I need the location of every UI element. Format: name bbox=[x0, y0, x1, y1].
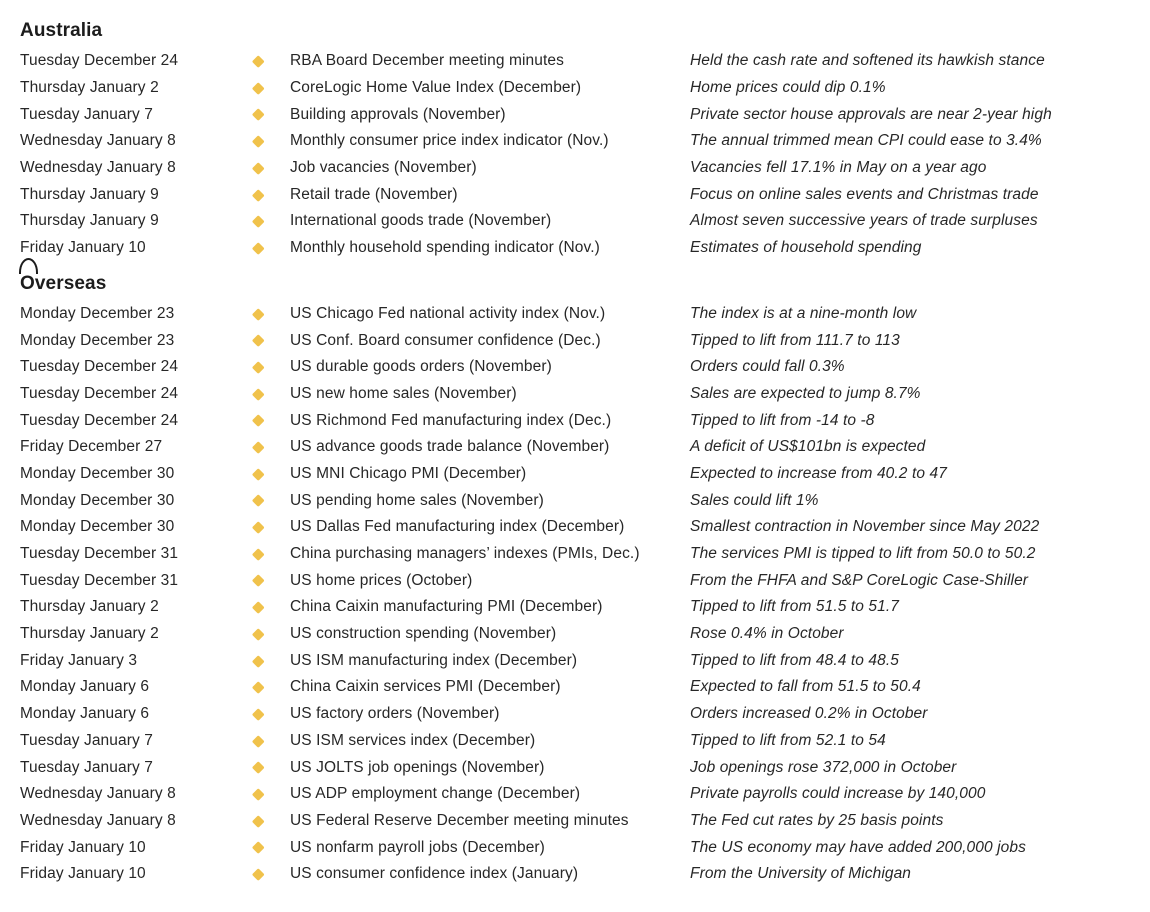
bullet-cell bbox=[250, 443, 290, 452]
bullet-cell bbox=[250, 870, 290, 879]
diamond-bullet-icon bbox=[252, 708, 264, 720]
bullet-cell bbox=[250, 843, 290, 852]
event-row bbox=[20, 487, 1150, 514]
event-row bbox=[20, 514, 1150, 541]
diamond-bullet-icon bbox=[252, 495, 264, 507]
event-note: The index is at a nine-month low bbox=[690, 304, 917, 322]
diamond-bullet-icon bbox=[252, 335, 264, 347]
event-date: Monday January 6 bbox=[20, 678, 150, 696]
diamond-bullet-icon bbox=[252, 735, 264, 747]
diamond-bullet-icon bbox=[252, 468, 264, 480]
event-note: Private sector house approvals are near 2-year high bbox=[690, 105, 1052, 123]
bullet-cell bbox=[250, 416, 290, 425]
event-date: Friday December 27 bbox=[20, 438, 163, 456]
event-date: Monday December 30 bbox=[20, 491, 175, 509]
event-row bbox=[20, 808, 1150, 835]
event-row bbox=[20, 101, 1150, 128]
event-row bbox=[20, 701, 1150, 728]
event-note: Sales could lift 1% bbox=[690, 491, 819, 509]
event-date: Tuesday January 7 bbox=[20, 105, 153, 123]
event-date: Friday January 10 bbox=[20, 838, 146, 856]
event-row bbox=[20, 461, 1150, 488]
event-title: CoreLogic Home Value Index (December) bbox=[290, 79, 582, 97]
event-title: Building approvals (November) bbox=[290, 105, 506, 123]
section-title-wrap bbox=[20, 13, 1150, 43]
event-title: US pending home sales (November) bbox=[290, 491, 544, 509]
event-date: Monday December 30 bbox=[20, 518, 175, 536]
event-row bbox=[20, 181, 1150, 208]
diamond-bullet-icon bbox=[252, 415, 264, 427]
event-row bbox=[20, 647, 1150, 674]
section-rows bbox=[20, 301, 1150, 888]
diamond-bullet-icon bbox=[252, 162, 264, 174]
event-row bbox=[20, 754, 1150, 781]
event-date: Wednesday January 8 bbox=[20, 159, 176, 177]
bullet-cell bbox=[250, 363, 290, 372]
event-title: China purchasing managers’ indexes (PMIs, Dec.) bbox=[290, 545, 640, 563]
event-note: Tipped to lift from 51.5 to 51.7 bbox=[690, 598, 899, 616]
diamond-bullet-icon bbox=[252, 842, 264, 854]
diamond-bullet-icon bbox=[252, 308, 264, 320]
diamond-bullet-icon bbox=[252, 601, 264, 613]
calendar-section bbox=[20, 13, 1150, 262]
bullet-cell bbox=[250, 336, 290, 345]
event-note: Smallest contraction in November since May 2022 bbox=[690, 518, 1040, 536]
bullet-cell bbox=[250, 191, 290, 200]
event-title: US Richmond Fed manufacturing index (Dec.) bbox=[290, 411, 612, 429]
event-row bbox=[20, 48, 1150, 75]
event-note: Rose 0.4% in October bbox=[690, 625, 844, 643]
event-row bbox=[20, 208, 1150, 235]
diamond-bullet-icon bbox=[252, 868, 264, 880]
bullet-cell bbox=[250, 496, 290, 505]
event-title: Job vacancies (November) bbox=[290, 159, 477, 177]
event-note: Orders increased 0.2% in October bbox=[690, 705, 928, 723]
event-date: Monday January 6 bbox=[20, 705, 150, 723]
diamond-bullet-icon bbox=[252, 135, 264, 147]
diamond-bullet-icon bbox=[252, 575, 264, 587]
event-note: From the University of Michigan bbox=[690, 865, 912, 883]
diamond-bullet-icon bbox=[252, 681, 264, 693]
bullet-cell bbox=[250, 390, 290, 399]
event-row bbox=[20, 728, 1150, 755]
diamond-bullet-icon bbox=[252, 815, 264, 827]
event-date: Wednesday January 8 bbox=[20, 811, 176, 829]
event-row bbox=[20, 354, 1150, 381]
event-date: Tuesday December 24 bbox=[20, 52, 179, 70]
event-note: Tipped to lift from 52.1 to 54 bbox=[690, 731, 886, 749]
event-title: International goods trade (November) bbox=[290, 212, 552, 230]
diamond-bullet-icon bbox=[252, 762, 264, 774]
event-row bbox=[20, 301, 1150, 328]
event-note: Vacancies fell 17.1% in May on a year ago bbox=[690, 159, 987, 177]
event-row bbox=[20, 155, 1150, 182]
diamond-bullet-icon bbox=[252, 215, 264, 227]
event-date: Tuesday January 7 bbox=[20, 758, 153, 776]
event-title: RBA Board December meeting minutes bbox=[290, 52, 564, 70]
bullet-cell bbox=[250, 763, 290, 772]
section-title: Overseas bbox=[20, 272, 107, 294]
diamond-bullet-icon bbox=[252, 521, 264, 533]
bullet-cell bbox=[250, 817, 290, 826]
event-note: The services PMI is tipped to lift from 50.0 to 50.2 bbox=[690, 545, 1036, 563]
diamond-bullet-icon bbox=[252, 82, 264, 94]
event-note: A deficit of US$101bn is expected bbox=[690, 438, 926, 456]
bullet-cell bbox=[250, 630, 290, 639]
event-row bbox=[20, 541, 1150, 568]
bullet-cell bbox=[250, 137, 290, 146]
event-title: US ADP employment change (December) bbox=[290, 785, 581, 803]
event-note: The Fed cut rates by 25 basis points bbox=[690, 811, 944, 829]
event-note: Almost seven successive years of trade surpluses bbox=[690, 212, 1038, 230]
bullet-cell bbox=[250, 110, 290, 119]
event-row bbox=[20, 407, 1150, 434]
event-date: Friday January 10 bbox=[20, 865, 146, 883]
bullet-cell bbox=[250, 550, 290, 559]
bullet-cell bbox=[250, 57, 290, 66]
event-title: US Federal Reserve December meeting minutes bbox=[290, 811, 629, 829]
event-title: US new home sales (November) bbox=[290, 384, 517, 402]
event-date: Friday January 3 bbox=[20, 651, 138, 669]
event-row bbox=[20, 235, 1150, 262]
event-date: Tuesday December 24 bbox=[20, 411, 179, 429]
event-note: Tipped to lift from -14 to -8 bbox=[690, 411, 875, 429]
bullet-cell bbox=[250, 576, 290, 585]
event-date: Monday December 23 bbox=[20, 304, 175, 322]
event-date: Thursday January 2 bbox=[20, 598, 159, 616]
event-date: Tuesday January 7 bbox=[20, 731, 153, 749]
event-note: Held the cash rate and softened its hawkish stance bbox=[690, 52, 1045, 70]
event-row bbox=[20, 861, 1150, 888]
event-row bbox=[20, 75, 1150, 102]
diamond-bullet-icon bbox=[252, 548, 264, 560]
section-title-wrap bbox=[20, 266, 1150, 296]
event-date: Thursday January 2 bbox=[20, 79, 159, 97]
event-title: Retail trade (November) bbox=[290, 185, 458, 203]
bullet-cell bbox=[250, 164, 290, 173]
section-rows bbox=[20, 48, 1150, 262]
diamond-bullet-icon bbox=[252, 441, 264, 453]
bullet-cell bbox=[250, 217, 290, 226]
event-row bbox=[20, 434, 1150, 461]
bullet-cell bbox=[250, 657, 290, 666]
event-date: Thursday January 2 bbox=[20, 625, 159, 643]
event-note: Tipped to lift from 111.7 to 113 bbox=[690, 331, 900, 349]
event-title: US JOLTS job openings (November) bbox=[290, 758, 545, 776]
diamond-bullet-icon bbox=[252, 242, 264, 254]
event-title: US consumer confidence index (January) bbox=[290, 865, 579, 883]
event-title: China Caixin services PMI (December) bbox=[290, 678, 561, 696]
diamond-bullet-icon bbox=[252, 788, 264, 800]
event-row bbox=[20, 128, 1150, 155]
event-title: US home prices (October) bbox=[290, 571, 473, 589]
event-date: Monday December 30 bbox=[20, 464, 175, 482]
event-row bbox=[20, 381, 1150, 408]
event-row bbox=[20, 834, 1150, 861]
event-title: Monthly household spending indicator (Nov.) bbox=[290, 239, 600, 257]
event-date: Monday December 23 bbox=[20, 331, 175, 349]
event-title: US Chicago Fed national activity index (Nov.) bbox=[290, 304, 606, 322]
bullet-cell bbox=[250, 683, 290, 692]
event-title: US construction spending (November) bbox=[290, 625, 557, 643]
event-title: US Conf. Board consumer confidence (Dec.) bbox=[290, 331, 601, 349]
bullet-cell bbox=[250, 790, 290, 799]
bullet-cell bbox=[250, 710, 290, 719]
event-note: The US economy may have added 200,000 jobs bbox=[690, 838, 1026, 856]
event-note: Sales are expected to jump 8.7% bbox=[690, 384, 921, 402]
event-title: US factory orders (November) bbox=[290, 705, 500, 723]
event-note: From the FHFA and S&P CoreLogic Case-Shiller bbox=[690, 571, 1029, 589]
event-date: Friday January 10 bbox=[20, 239, 146, 257]
event-row bbox=[20, 621, 1150, 648]
event-row bbox=[20, 567, 1150, 594]
event-title: Monthly consumer price index indicator (Nov.) bbox=[290, 132, 609, 150]
event-title: US ISM services index (December) bbox=[290, 731, 536, 749]
event-date: Wednesday January 8 bbox=[20, 132, 176, 150]
event-note: Private payrolls could increase by 140,000 bbox=[690, 785, 986, 803]
event-note: The annual trimmed mean CPI could ease to 3.4% bbox=[690, 132, 1042, 150]
diamond-bullet-icon bbox=[252, 189, 264, 201]
event-date: Tuesday December 24 bbox=[20, 358, 179, 376]
event-date: Tuesday December 31 bbox=[20, 571, 179, 589]
diamond-bullet-icon bbox=[252, 361, 264, 373]
diamond-bullet-icon bbox=[252, 109, 264, 121]
event-title: US durable goods orders (November) bbox=[290, 358, 552, 376]
event-title: China Caixin manufacturing PMI (December) bbox=[290, 598, 603, 616]
diamond-bullet-icon bbox=[252, 655, 264, 667]
diamond-bullet-icon bbox=[252, 388, 264, 400]
bullet-cell bbox=[250, 470, 290, 479]
bullet-cell bbox=[250, 310, 290, 319]
event-title: US MNI Chicago PMI (December) bbox=[290, 464, 527, 482]
event-row bbox=[20, 781, 1150, 808]
event-row bbox=[20, 327, 1150, 354]
calendar-section bbox=[20, 266, 1150, 888]
bullet-cell bbox=[250, 84, 290, 93]
event-note: Job openings rose 372,000 in October bbox=[690, 758, 957, 776]
event-note: Focus on online sales events and Christmas trade bbox=[690, 185, 1039, 203]
event-row bbox=[20, 594, 1150, 621]
event-title: US advance goods trade balance (November) bbox=[290, 438, 610, 456]
event-note: Expected to increase from 40.2 to 47 bbox=[690, 464, 947, 482]
event-title: US ISM manufacturing index (December) bbox=[290, 651, 578, 669]
event-date: Thursday January 9 bbox=[20, 212, 159, 230]
event-note: Home prices could dip 0.1% bbox=[690, 79, 886, 97]
event-note: Expected to fall from 51.5 to 50.4 bbox=[690, 678, 921, 696]
diamond-bullet-icon bbox=[252, 55, 264, 67]
event-date: Wednesday January 8 bbox=[20, 785, 176, 803]
bullet-cell bbox=[250, 603, 290, 612]
event-title: US nonfarm payroll jobs (December) bbox=[290, 838, 545, 856]
section-title: Australia bbox=[20, 20, 103, 41]
diamond-bullet-icon bbox=[252, 628, 264, 640]
event-note: Tipped to lift from 48.4 to 48.5 bbox=[690, 651, 899, 669]
event-note: Orders could fall 0.3% bbox=[690, 358, 845, 376]
event-title: US Dallas Fed manufacturing index (December) bbox=[290, 518, 625, 536]
bullet-cell bbox=[250, 737, 290, 746]
event-date: Tuesday December 31 bbox=[20, 545, 179, 563]
event-row bbox=[20, 674, 1150, 701]
event-note: Estimates of household spending bbox=[690, 239, 922, 257]
bullet-cell bbox=[250, 244, 290, 253]
event-date: Tuesday December 24 bbox=[20, 384, 179, 402]
event-date: Thursday January 9 bbox=[20, 185, 159, 203]
bullet-cell bbox=[250, 523, 290, 532]
